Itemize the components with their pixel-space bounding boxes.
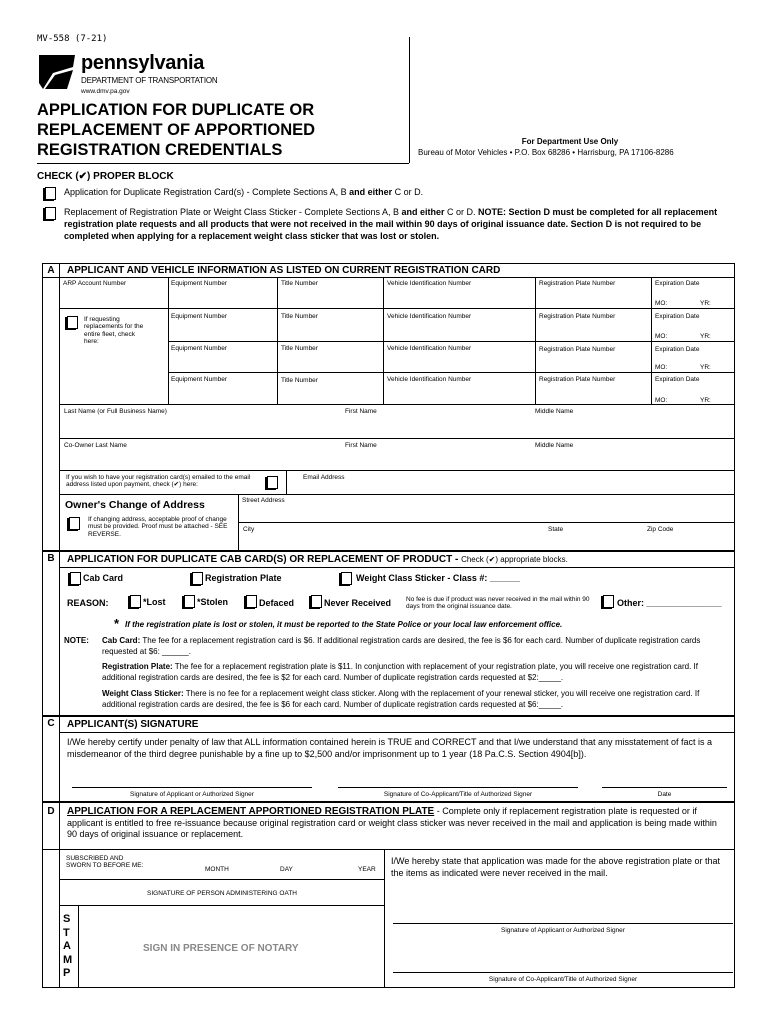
year-label: YEAR (358, 866, 376, 873)
first-name-label: First Name (345, 408, 377, 415)
section-c-title: APPLICANT(S) SIGNATURE (67, 719, 199, 730)
change-of-address-text: If changing address, acceptable proof of change must be provided. Proof must be attached - SEE REVERSE. (88, 516, 228, 538)
email-opt-in-text: If you wish to have your registration card(s) emailed to the email address listed upon payment, check (✔) here: (66, 474, 251, 489)
header-divider (409, 37, 410, 163)
fleet-label: If requesting replacements for the entire fleet, check here: (84, 316, 144, 346)
registration-plate-label: Registration Plate (205, 573, 282, 583)
sticker-fee-note: Weight Class Sticker: There is no fee for a replacement weight class sticker. Along with the replacement of your renewal sticker, you will receive one registration card. If additional registration cards are desired, the fee is $6 for each card. Number of duplicate registration cards requested at $6:_____. (102, 689, 700, 709)
co-signature-label: Signature of Co-Applicant/Title of Authorized Signer (383, 791, 533, 798)
certification-text: I/We hereby certify under penalty of law that ALL information contained herein is TRUE and CORRECT and that I/we understand that any misstatement of fact is a misdemeanor of the third degree punishable by a fine up to $2,500 and/or imprisonment up to 1 year (18 Pa.C.S. Section 4904[b]). (67, 737, 713, 759)
plate-number-label: Registration Plate Number (539, 346, 616, 353)
defaced-label: Defaced (259, 598, 295, 608)
fleet-checkbox[interactable] (67, 316, 78, 329)
section-b-title: APPLICATION FOR DUPLICATE CAB CARD(S) OR REPLACEMENT OF PRODUCT - Check (✔) appropriate blocks. (67, 554, 568, 565)
yr-label: YR: (700, 364, 711, 371)
oath-signature-label: SIGNATURE OF PERSON ADMINISTERING OATH (147, 890, 297, 897)
expiration-label: Expiration Date (655, 280, 700, 287)
co-first-name-label: First Name (345, 442, 377, 449)
option-replacement-plate: Replacement of Registration Plate or Weight Class Sticker - Complete Sections A, B and either C or D. NOTE: Section D must be completed for all replacement registration plate requests and all products that were not received in the mail within 90 days of original issuance date. Section D is not required to be completed when applying for a replacement weight class sticker that was lost or stolen. (64, 207, 718, 241)
plate-number-label: Registration Plate Number (539, 376, 616, 383)
agency-state: pennsylvania (81, 52, 205, 74)
email-checkbox[interactable] (267, 476, 278, 489)
dept-use-address: Bureau of Motor Vehicles • P.O. Box 68286 • Harrisburg, PA 17106-8286 (418, 148, 674, 157)
signature-label: Signature of Applicant or Authorized Signer (130, 791, 254, 798)
mo-label: MO: (655, 397, 668, 404)
other-checkbox[interactable] (603, 595, 614, 608)
vin-label: Vehicle Identification Number (387, 376, 472, 383)
vin-label: Vehicle Identification Number (387, 345, 472, 352)
month-label: MONTH (205, 866, 229, 873)
section-a-title: APPLICANT AND VEHICLE INFORMATION AS LISTED ON CURRENT REGISTRATION CARD (67, 265, 501, 276)
asterisk-marker: * (114, 616, 120, 631)
yr-label: YR: (700, 333, 711, 340)
reason-label: REASON: (67, 598, 109, 608)
vin-label: Vehicle Identification Number (387, 280, 472, 287)
city-label: City (243, 526, 255, 533)
notary-instruction: SIGN IN PRESENCE OF NOTARY (143, 943, 299, 954)
weight-sticker-checkbox[interactable] (341, 572, 352, 585)
duplicate-card-checkbox[interactable] (45, 187, 56, 200)
section-c-letter: C (47, 718, 55, 729)
date-label: Date (657, 791, 672, 798)
equipment-label: Equipment Number (171, 376, 227, 383)
plate-fee-note: Registration Plate: The fee for a replacement registration plate is $11. In conjunction with replacement of your registration plate, you will receive one registration card. If additional registration cards are desired, the fee is $2 for each card. Number of duplicate registration cards requested at $2:_____. (102, 662, 698, 682)
cab-card-fee-note: Cab Card: The fee for a replacement registration card is $6. If additional registration cards are desired, the fee is $6 for each card. Number of duplicate registration cards requested at $6: ______. (102, 636, 701, 656)
co-middle-name-label: Middle Name (535, 442, 574, 449)
middle-name-label: Middle Name (535, 408, 574, 415)
plate-number-label: Registration Plate Number (539, 313, 616, 320)
title-number-label: Title Number (281, 377, 318, 384)
yr-label: YR: (700, 397, 711, 404)
no-fee-note: No fee is due if product was never received in the mail within 90 days from the original issuance date. (406, 596, 590, 611)
stamp-letters: S T A M P (63, 913, 73, 979)
weight-sticker-label: Weight Class Sticker - Class #: ______ (356, 573, 520, 583)
dept-use-label: For Department Use Only (521, 137, 619, 146)
yr-label: YR: (700, 300, 711, 307)
replacement-plate-checkbox[interactable] (45, 207, 56, 220)
never-received-label: Never Received (324, 598, 392, 608)
cab-card-checkbox[interactable] (70, 572, 81, 585)
change-of-address-title: Owner's Change of Address (65, 499, 205, 511)
mo-label: MO: (655, 300, 668, 307)
form-number: MV-558 (7-21) (37, 34, 108, 44)
check-block-heading: CHECK (✔) PROPER BLOCK (37, 171, 174, 182)
expiration-label: Expiration Date (655, 346, 700, 353)
vin-label: Vehicle Identification Number (387, 313, 472, 320)
option-duplicate-card: Application for Duplicate Registration Card(s) - Complete Sections A, B and either C or D. (64, 187, 424, 197)
stolen-checkbox[interactable] (184, 595, 195, 608)
never-received-checkbox[interactable] (311, 595, 322, 608)
registration-plate-checkbox[interactable] (192, 572, 203, 585)
lost-checkbox[interactable] (130, 595, 141, 608)
co-owner-last-label: Co-Owner Last Name (64, 442, 127, 449)
title-number-label: Title Number (281, 280, 318, 287)
d-co-signature-label: Signature of Co-Applicant/Title of Authorized Signer (488, 976, 638, 983)
sworn-label: SUBSCRIBED AND SWORN TO BEFORE ME: (66, 855, 144, 870)
agency-website[interactable]: www.dmv.pa.gov (81, 88, 130, 95)
cab-card-label: Cab Card (83, 573, 124, 583)
section-d-letter: D (47, 806, 55, 817)
defaced-checkbox[interactable] (246, 595, 257, 608)
lost-label: *Lost (143, 597, 166, 607)
other-label: Other: _______________ (617, 598, 722, 608)
expiration-label: Expiration Date (655, 376, 700, 383)
form-title: APPLICATION FOR DUPLICATE OR REPLACEMENT OF APPORTIONED REGISTRATION CREDENTIALS (37, 101, 316, 159)
zip-label: Zip Code (647, 526, 674, 533)
d-signature-label: Signature of Applicant or Authorized Signer (501, 927, 625, 934)
plate-number-label: Registration Plate Number (539, 280, 616, 287)
title-number-label: Title Number (281, 345, 318, 352)
co-signature-line[interactable] (338, 787, 578, 788)
change-of-address-checkbox[interactable] (69, 517, 80, 530)
equipment-label: Equipment Number (171, 345, 227, 352)
equipment-label: Equipment Number (171, 280, 227, 287)
mo-label: MO: (655, 364, 668, 371)
date-line[interactable] (602, 787, 727, 788)
note-label: NOTE: (64, 636, 89, 645)
section-a-letter: A (47, 265, 55, 276)
d-signature-line[interactable] (393, 923, 733, 924)
mo-label: MO: (655, 333, 668, 340)
equipment-label: Equipment Number (171, 313, 227, 320)
street-address-label: Street Address (242, 497, 285, 504)
keystone-logo-icon (37, 53, 77, 91)
stolen-label: *Stolen (197, 597, 229, 607)
section-b-letter: B (47, 553, 55, 564)
police-report-note: If the registration plate is lost or stolen, it must be reported to the State Police or your local law enforcement office. (125, 620, 563, 629)
never-received-statement: I/We hereby state that application was made for the above registration plate or that the items as indicated were never received in the mail. (391, 856, 721, 878)
signature-line[interactable] (72, 787, 312, 788)
d-co-signature-line[interactable] (393, 972, 733, 973)
expiration-label: Expiration Date (655, 313, 700, 320)
day-label: DAY (280, 866, 293, 873)
state-label: State (548, 526, 564, 533)
arp-account-label: ARP Account Number (63, 280, 127, 287)
agency-department: DEPARTMENT OF TRANSPORTATION (81, 76, 218, 85)
last-name-label: Last Name (or Full Business Name) (64, 408, 167, 415)
email-address-label: Email Address (303, 474, 345, 481)
section-d-title: APPLICATION FOR A REPLACEMENT APPORTIONED REGISTRATION PLATE - Complete only if replacement registration plate is requested or if applicant is entitled to free re-issuance because original registration card or weight class sticker was never received in the mail and application is being made within 90 days of original issuance or replacement. (67, 806, 717, 839)
title-number-label: Title Number (281, 313, 318, 320)
